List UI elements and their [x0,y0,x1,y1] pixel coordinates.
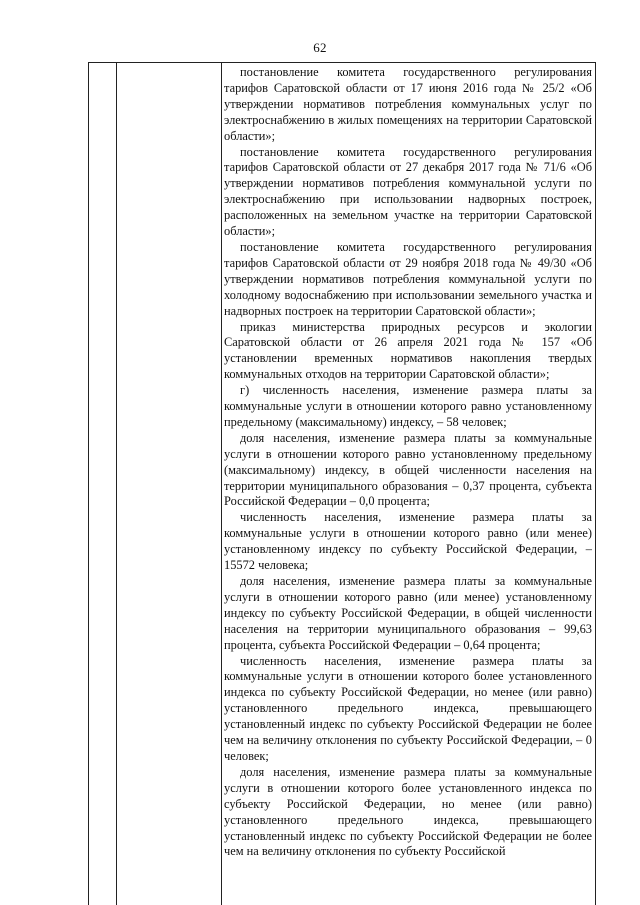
table-column-divider [116,63,117,905]
paragraph-resolution-71-6: постановление комитета государственного регулирования тарифов Саратовской области от 27 декабря 2017 года № 71/6 «Об утверждении нормативов потребления коммунальной услуги по электроснабжению при использовании надворных построек, расположенных на земельном участке на территории Саратовской области»; [224,144,592,239]
paragraph-resolution-49-30: постановление комитета государственного регулирования тарифов Саратовской области от 29 ноября 2018 года № 49/30 «Об утверждении нормативов потребления коммунальной услуги по холодному водоснабжению при использовании земельного участка и надворных построек на территории Саратовской области»; [224,239,592,318]
table-right-border [595,63,596,905]
paragraph-population-above-index: численность населения, изменение размера платы за коммунальные услуги в отношении которого более установленного индекса по субъекту Российской Федерации, но менее (или равно) установленного предельного индекса, превышающего установленный индекс по субъекту Российской Федерации не более чем на величину отклонения по субъекту Российской Федерации, – 0 человек; [224,653,592,763]
document-table [88,62,596,905]
paragraph-population-below-index: численность населения, изменение размера платы за коммунальные услуги в отношении которого равно (или менее) установленному индексу по субъекту Российской Федерации, – 15572 человека; [224,510,592,573]
page-number: 62 [313,40,327,55]
paragraph-order-157: приказ министерства природных ресурсов и экологии Саратовской области от 26 апреля 2021 года № 157 «Об установлении временных нормативов накопления твердых коммунальных отходов на территории Саратовской области»; [224,319,592,382]
paragraph-share-below-index: доля населения, изменение размера платы за коммунальные услуги в отношении которого равно (или менее) установленному индексу по субъекту Российской Федерации, в общей численности населения на территории муниципального образования – 99,63 процента, субъекта Российской Федерации – 0,64 процента; [224,574,592,652]
table-column-divider [221,63,222,905]
paragraph-share-max-index: доля населения, изменение размера платы за коммунальные услуги в отношении которого равно установленному предельному (максимальному) индексу, в общей численности населения на территории муниципального образования – 0,37 процента, субъекта Российской Федерации – 0,0 процента; [224,430,592,509]
paragraph-share-above-index: доля населения, изменение размера платы за коммунальные услуги в отношении которого более установленного индекса по субъекту Российской Федерации, но менее (или равно) установленного предельного индекса, превышающего установленный индекс по субъекту Российской Федерации не более чем на величину отклонения по субъекту Российской [224,764,592,859]
paragraph-resolution-25-2: постановление комитета государственного регулирования тарифов Саратовской области от 17 июня 2016 года № 25/2 «Об утверждении нормативов потребления коммунальных услуг по электроснабжению в жилых помещениях на территории Саратовской области»; [224,65,592,143]
table-cell-text [224,65,592,860]
paragraph-population-max-index: г) численность населения, изменение размера платы за коммунальные услуги в отношении которого равно установленному предельному (максимальному) индексу, – 58 человек; [224,383,592,429]
